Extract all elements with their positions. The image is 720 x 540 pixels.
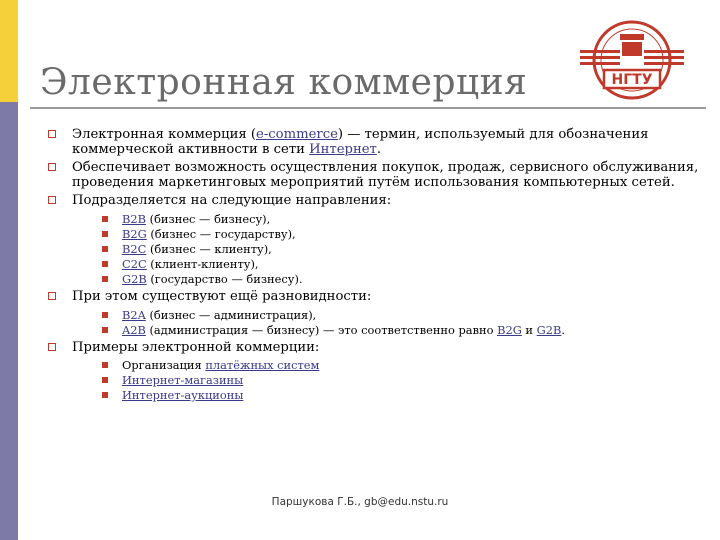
small-square-bullet-icon — [102, 312, 108, 318]
body-text: Организация — [122, 358, 206, 373]
body-text: (администрация — бизнесу) — это соответственно равно — [145, 322, 498, 337]
body-text: (клиент-клиенту), — [146, 256, 259, 271]
square-bullet-icon — [48, 292, 56, 300]
university-seal-logo — [570, 20, 694, 100]
bullet-item — [50, 341, 700, 356]
sub-bullet-item — [102, 273, 700, 286]
small-square-bullet-icon — [102, 327, 108, 333]
sub-bullet-item — [102, 213, 700, 226]
logo-text: НГТУ — [611, 72, 653, 88]
small-square-bullet-icon — [102, 216, 108, 222]
square-bullet-icon — [48, 196, 56, 204]
sub-bullet-item — [102, 258, 700, 271]
body-text: Примеры электронной коммерции: — [72, 339, 320, 355]
body-text: (государство — бизнесу). — [146, 271, 303, 286]
bullet-group — [50, 161, 700, 190]
link-text[interactable]: G2B — [122, 271, 147, 286]
body-text: (бизнес — администрация), — [145, 307, 317, 322]
small-square-bullet-icon — [102, 231, 108, 237]
link-text[interactable]: B2B — [122, 211, 146, 226]
link-text[interactable]: e-commerce — [256, 127, 338, 142]
body-text: ) — термин, используемый для обозначения коммерческой активности в сети — [72, 127, 649, 157]
body-text: . — [376, 141, 382, 157]
link-text[interactable]: A2B — [122, 322, 146, 337]
small-square-bullet-icon — [102, 276, 108, 282]
bullet-item — [50, 290, 700, 305]
bullet-item — [50, 128, 700, 157]
body-text: (бизнес — клиенту), — [146, 241, 272, 256]
link-text[interactable]: B2A — [122, 307, 146, 322]
bullet-group — [50, 194, 700, 286]
link-text[interactable]: Интернет — [309, 141, 377, 157]
bullet-item — [50, 161, 700, 190]
small-square-bullet-icon — [102, 377, 108, 383]
link-text[interactable]: B2G — [497, 322, 522, 337]
small-square-bullet-icon — [102, 246, 108, 252]
body-text: (бизнес — бизнесу), — [146, 211, 271, 226]
square-bullet-icon — [48, 163, 56, 171]
bullet-list — [50, 128, 700, 406]
body-text: При этом существуют ещё разновидности: — [72, 288, 372, 304]
sub-bullet-item — [102, 374, 700, 387]
link-text[interactable]: B2G — [122, 226, 147, 241]
small-square-bullet-icon — [102, 362, 108, 368]
small-square-bullet-icon — [102, 261, 108, 267]
bullet-group — [50, 341, 700, 403]
title-divider — [30, 107, 706, 109]
slide-title: Электронная коммерция — [40, 62, 528, 103]
sub-bullet-item — [102, 228, 700, 241]
body-text: и — [521, 322, 537, 337]
left-stripe-accent — [0, 0, 18, 102]
link-text[interactable]: платёжных систем — [205, 358, 320, 373]
sub-bullet-item — [102, 389, 700, 402]
link-text[interactable]: C2C — [122, 256, 147, 271]
sub-bullet-item — [102, 324, 700, 337]
body-text: Электронная коммерция ( — [72, 127, 257, 142]
link-text[interactable]: Интернет-аукционы — [122, 388, 244, 403]
square-bullet-icon — [48, 130, 56, 138]
bullet-group — [50, 290, 700, 337]
footer-author: Паршукова Г.Б., gb@edu.nstu.ru — [271, 496, 449, 508]
link-text[interactable]: Интернет-магазины — [122, 373, 244, 388]
link-text[interactable]: B2C — [122, 241, 147, 256]
bullet-group — [50, 128, 700, 157]
sub-bullet-item — [102, 243, 700, 256]
body-text: Подразделяется на следующие направления: — [72, 193, 392, 209]
body-text: . — [561, 322, 565, 337]
link-text[interactable]: G2B — [536, 322, 562, 337]
sub-bullet-item — [102, 359, 700, 372]
sub-bullet-item — [102, 309, 700, 322]
body-text: (бизнес — государству), — [146, 226, 296, 241]
square-bullet-icon — [48, 343, 56, 351]
small-square-bullet-icon — [102, 392, 108, 398]
body-text: Обеспечивает возможность осуществления покупок, продаж, сервисного обслуживания, проведения маркетинговых мероприятий путём использования компьютерных сетей. — [72, 160, 699, 190]
bullet-item — [50, 194, 700, 209]
